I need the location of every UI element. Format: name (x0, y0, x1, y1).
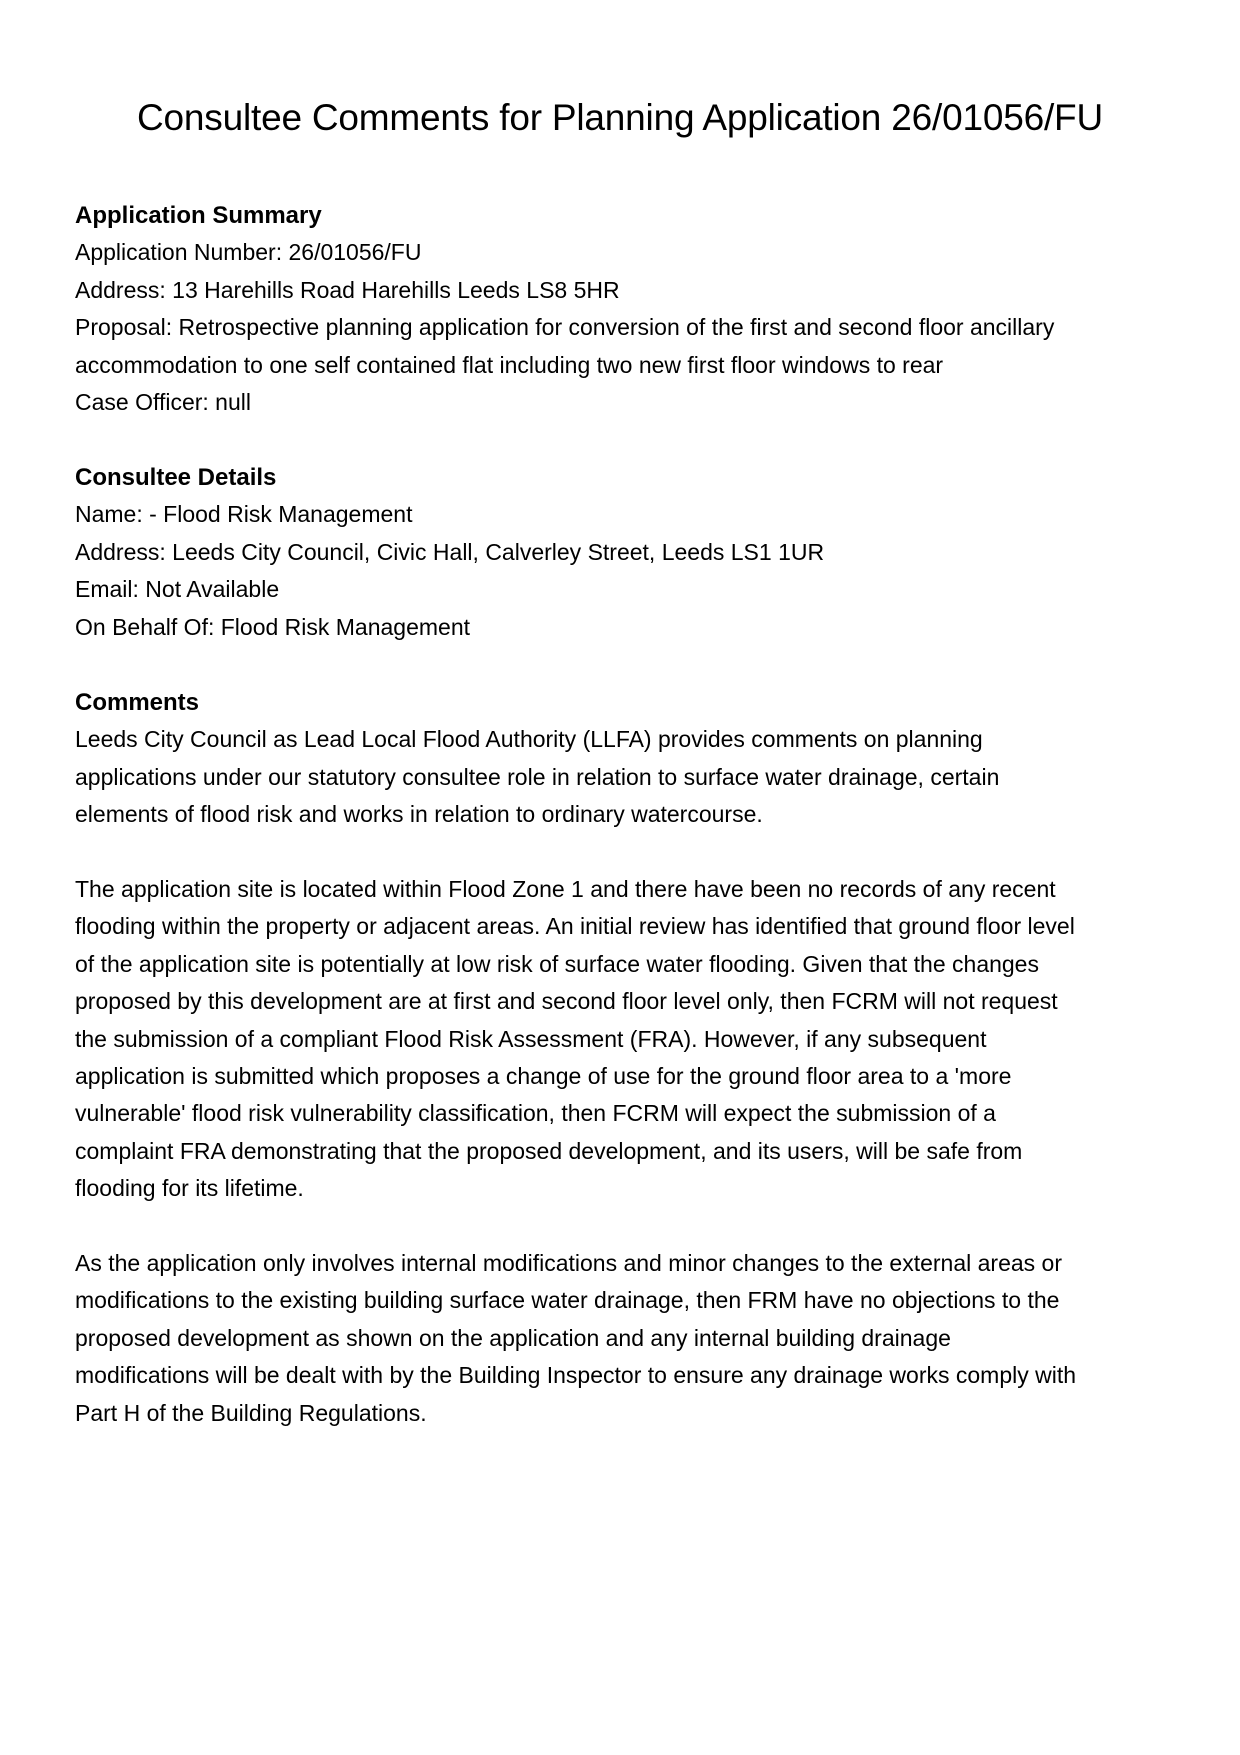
application-summary-heading: Application Summary (75, 202, 322, 229)
paragraph-line: proposed development as shown on the application and any internal building drainage (75, 1324, 951, 1351)
consultee-email: Email: Not Available (75, 576, 280, 603)
paragraph-line: applications under our statutory consultee role in relation to surface water drainage, certain (75, 763, 1000, 790)
proposal-line-2: accommodation to one self contained flat including two new first floor windows to rear (75, 351, 944, 378)
paragraph-spacer (75, 1208, 1175, 1245)
paragraph-spacer (75, 834, 1175, 871)
application-address: Address: 13 Harehills Road Harehills Leeds LS8 5HR (75, 276, 620, 303)
consultee-on-behalf-of: On Behalf Of: Flood Risk Management (75, 613, 471, 640)
paragraph-line: modifications to the existing building surface water drainage, then FRM have no objections to the (75, 1287, 1060, 1314)
comment-paragraph-3 (75, 1245, 1175, 1432)
paragraph-line: complaint FRA demonstrating that the proposed development, and its users, will be safe from (75, 1137, 1023, 1164)
paragraph-line: of the application site is potentially at low risk of surface water flooding. Given that the changes (75, 950, 1039, 977)
application-number: Application Number: 26/01056/FU (75, 239, 422, 266)
comment-paragraph-1 (75, 721, 1175, 833)
case-officer: Case Officer: null (75, 389, 251, 416)
paragraph-line: the submission of a compliant Flood Risk Assessment (FRA). However, if any subsequent (75, 1025, 987, 1052)
consultee-address: Address: Leeds City Council, Civic Hall, Calverley Street, Leeds LS1 1UR (75, 538, 825, 565)
application-summary-section (75, 197, 1175, 421)
consultee-details-section (75, 459, 1175, 646)
comments-heading: Comments (75, 689, 200, 716)
paragraph-line: Leeds City Council as Lead Local Flood Authority (LLFA) provides comments on planning (75, 726, 983, 753)
paragraph-line: elements of flood risk and works in relation to ordinary watercourse. (75, 801, 763, 828)
paragraph-line: vulnerable' flood risk vulnerability classification, then FCRM will expect the submission of a (75, 1100, 996, 1127)
paragraph-line: proposed by this development are at first and second floor level only, then FCRM will not request (75, 988, 1058, 1015)
comments-section (75, 684, 1175, 1432)
paragraph-line: flooding for its lifetime. (75, 1175, 304, 1202)
consultee-details-heading: Consultee Details (75, 464, 277, 491)
paragraph-line: modifications will be dealt with by the Building Inspector to ensure any drainage works comply with (75, 1362, 1077, 1389)
paragraph-line: application is submitted which proposes a change of use for the ground floor area to a 'more (75, 1063, 1012, 1090)
paragraph-line: The application site is located within Flood Zone 1 and there have been no records of any recent (75, 876, 1056, 903)
comment-paragraph-2 (75, 871, 1175, 1208)
consultee-name: Name: - Flood Risk Management (75, 501, 413, 528)
proposal-line-1: Proposal: Retrospective planning application for conversion of the first and second floor ancillary (75, 314, 1055, 341)
paragraph-line: Part H of the Building Regulations. (75, 1399, 427, 1426)
page-title: Consultee Comments for Planning Application 26/01056/FU (137, 97, 1103, 138)
paragraph-line: As the application only involves internal modifications and minor changes to the external areas or (75, 1250, 1063, 1277)
paragraph-line: flooding within the property or adjacent areas. An initial review has identified that ground floor level (75, 913, 1075, 940)
